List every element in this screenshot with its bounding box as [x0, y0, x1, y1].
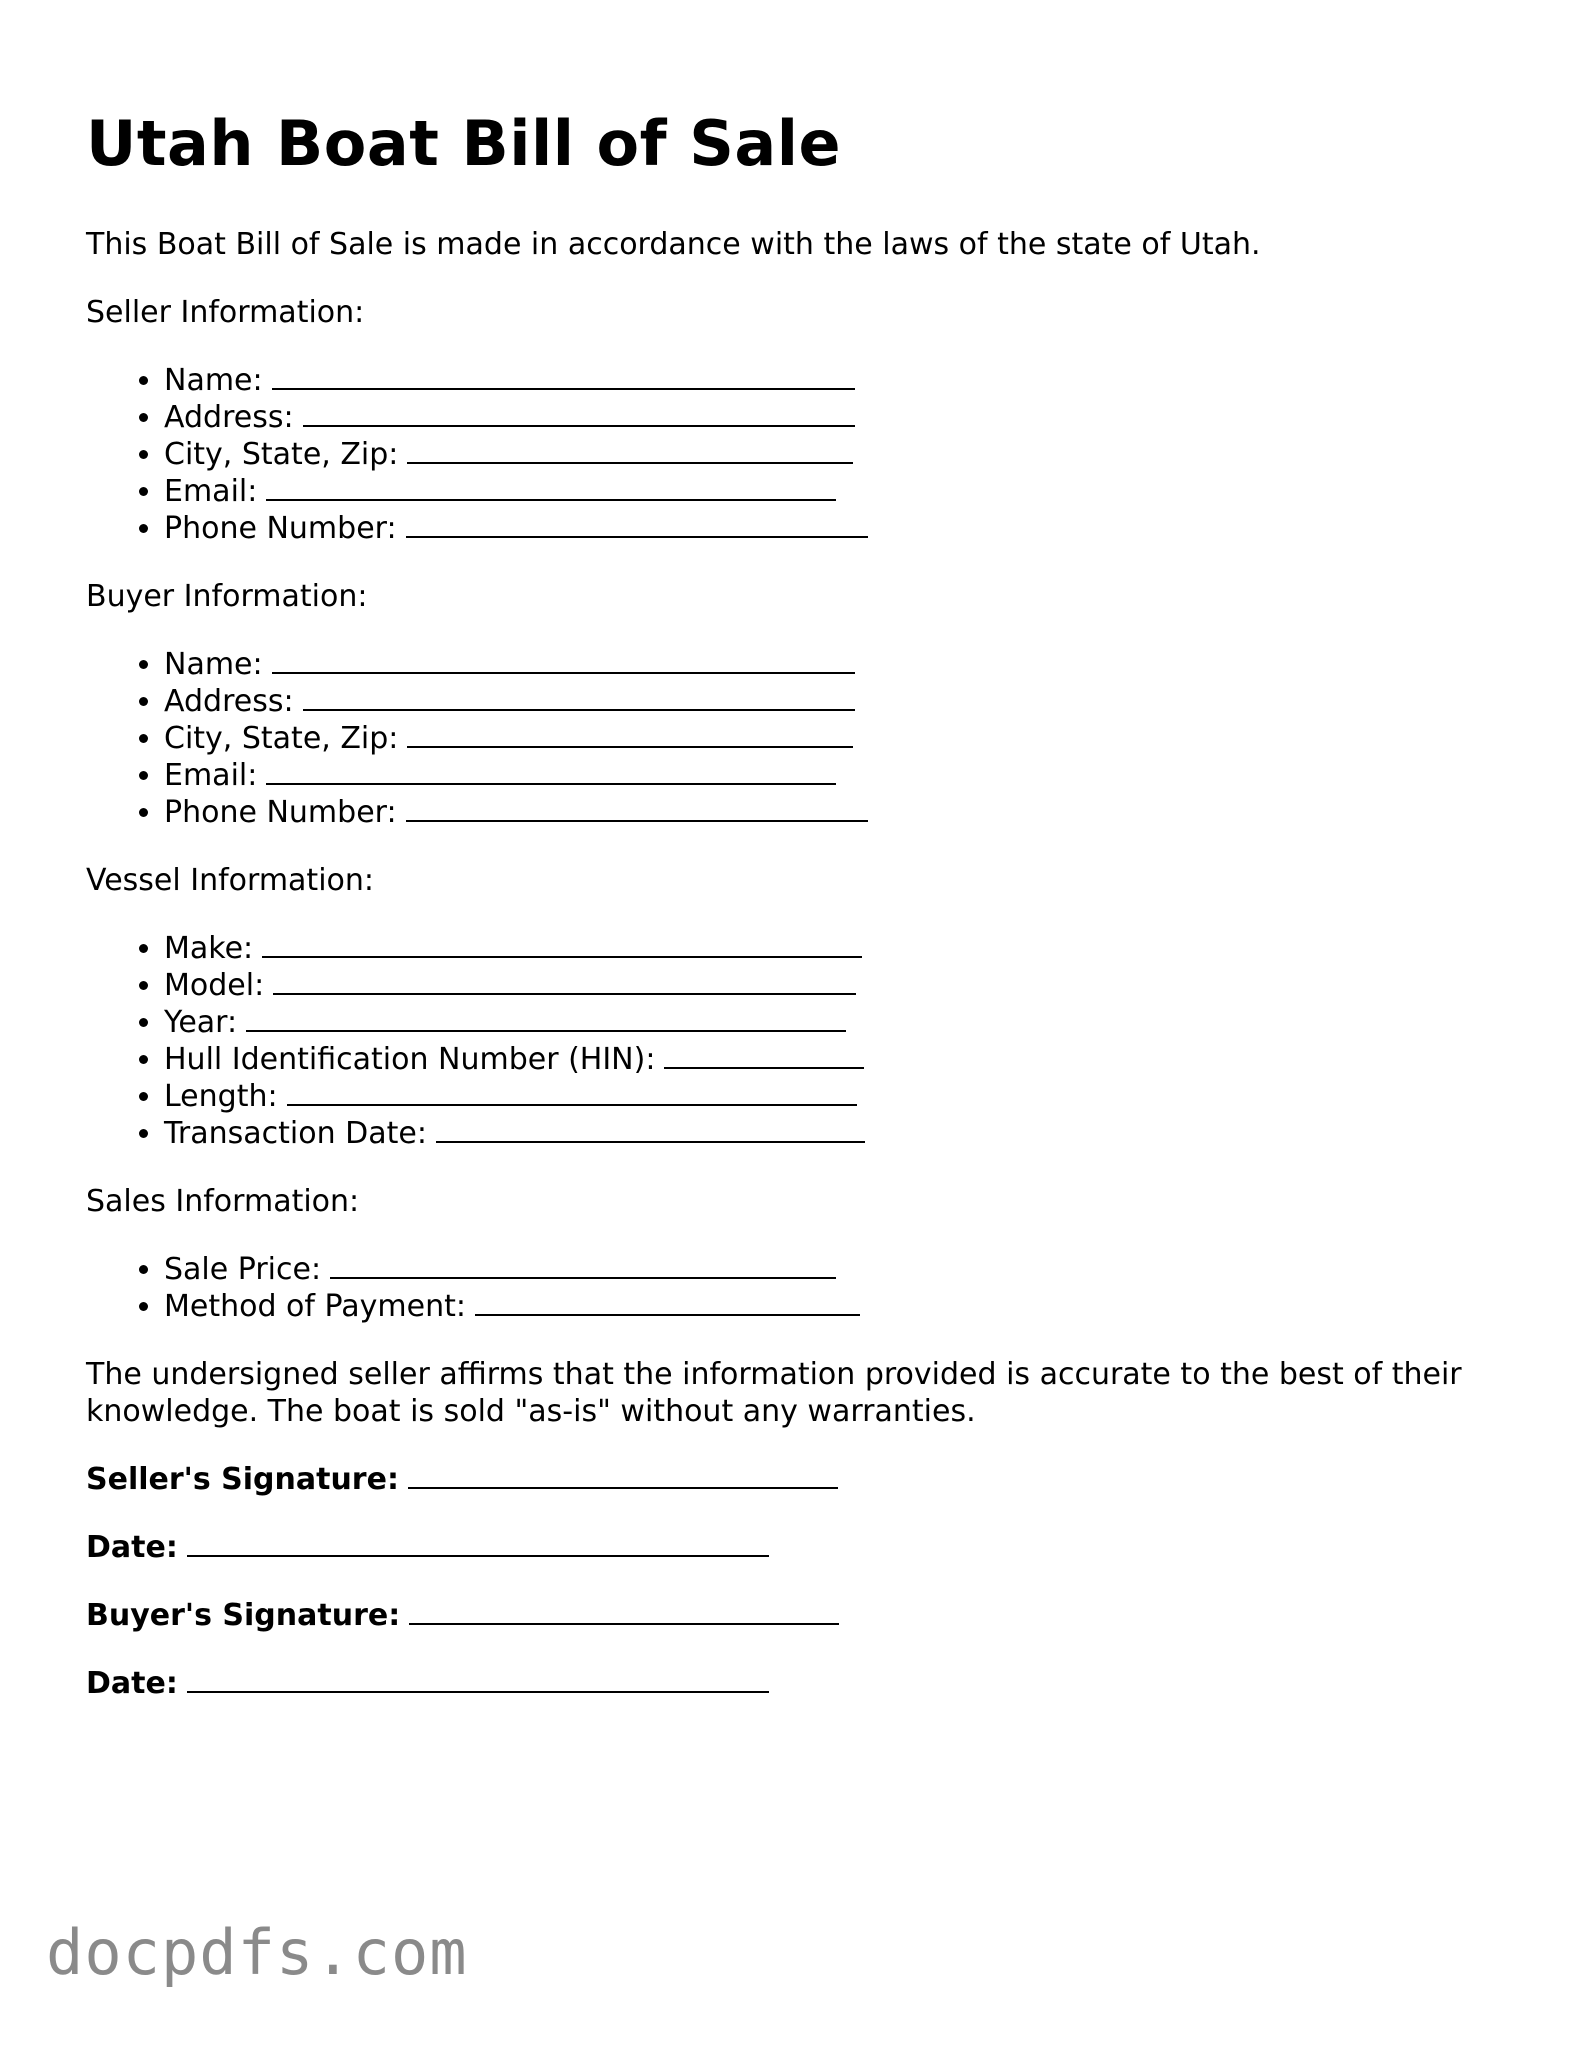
- seller-field-list: [86, 362, 1506, 547]
- vessel-model-blank[interactable]: [273, 967, 856, 995]
- seller-address-field: • Address:: [164, 399, 1506, 436]
- buyer-heading: Buyer Information:: [86, 579, 368, 614]
- vessel-model-field: • Model:: [164, 967, 1506, 1004]
- page-title: Utah Boat Bill of Sale: [86, 107, 841, 180]
- buyer-email-field: • Email:: [164, 757, 1506, 794]
- sales-field-list: [86, 1251, 1506, 1325]
- vessel-year-field: • Year:: [164, 1004, 1506, 1041]
- buyer-address-field: • Address:: [164, 683, 1506, 720]
- sale-price-blank[interactable]: [330, 1251, 836, 1279]
- seller-city-state-zip-field: • City, State, Zip:: [164, 436, 1506, 473]
- vessel-transaction-date-field: • Transaction Date:: [164, 1115, 1506, 1152]
- seller-name-field: • Name:: [164, 362, 1506, 399]
- buyer-email-blank[interactable]: [266, 757, 836, 785]
- document-page: [86, 102, 1506, 1733]
- buyer-city-state-zip-field: • City, State, Zip:: [164, 720, 1506, 757]
- payment-method-blank[interactable]: [475, 1288, 860, 1316]
- seller-city-state-zip-blank[interactable]: [407, 436, 853, 464]
- sales-heading: Sales Information:: [86, 1184, 360, 1219]
- vessel-hin-blank[interactable]: [664, 1041, 864, 1069]
- buyer-phone-field: • Phone Number:: [164, 794, 1506, 831]
- seller-heading: Seller Information:: [86, 295, 365, 330]
- buyer-field-list: [86, 646, 1506, 831]
- vessel-field-list: [86, 930, 1506, 1152]
- intro-text: This Boat Bill of Sale is made in accordance with the laws of the state of Utah.: [86, 227, 1261, 262]
- vessel-hin-field: • Hull Identification Number (HIN):: [164, 1041, 1506, 1078]
- watermark: docpdfs.com: [46, 1916, 468, 1989]
- vessel-transaction-date-blank[interactable]: [436, 1115, 865, 1143]
- seller-address-blank[interactable]: [303, 399, 855, 427]
- seller-email-field: • Email:: [164, 473, 1506, 510]
- vessel-make-field: • Make:: [164, 930, 1506, 967]
- buyer-address-blank[interactable]: [303, 683, 855, 711]
- seller-name-blank[interactable]: [272, 362, 855, 390]
- vessel-make-blank[interactable]: [262, 930, 862, 958]
- sale-price-field: • Sale Price:: [164, 1251, 1506, 1288]
- buyer-city-state-zip-blank[interactable]: [407, 720, 853, 748]
- seller-email-blank[interactable]: [266, 473, 836, 501]
- buyer-name-blank[interactable]: [272, 646, 855, 674]
- buyer-name-field: • Name:: [164, 646, 1506, 683]
- buyer-signature-line: Buyer's Signature:: [86, 1597, 1506, 1634]
- buyer-phone-blank[interactable]: [406, 794, 868, 822]
- seller-phone-field: • Phone Number:: [164, 510, 1506, 547]
- seller-date-line: Date:: [86, 1529, 1506, 1566]
- buyer-date-blank[interactable]: [187, 1665, 769, 1693]
- seller-signature-blank[interactable]: [408, 1461, 838, 1489]
- vessel-length-blank[interactable]: [287, 1078, 857, 1106]
- vessel-year-blank[interactable]: [246, 1004, 846, 1032]
- vessel-length-field: • Length:: [164, 1078, 1506, 1115]
- vessel-heading: Vessel Information:: [86, 863, 375, 898]
- buyer-date-line: Date:: [86, 1665, 1506, 1702]
- seller-signature-line: Seller's Signature:: [86, 1461, 1506, 1498]
- seller-date-blank[interactable]: [187, 1529, 769, 1557]
- seller-phone-blank[interactable]: [406, 510, 868, 538]
- seller-affirmation-text: The undersigned seller affirms that the information provided is accurate to the best of their knowledge. The boat is sold "as-is" without any warranties.: [86, 1357, 1462, 1429]
- buyer-signature-blank[interactable]: [409, 1597, 839, 1625]
- payment-method-field: • Method of Payment:: [164, 1288, 1506, 1325]
